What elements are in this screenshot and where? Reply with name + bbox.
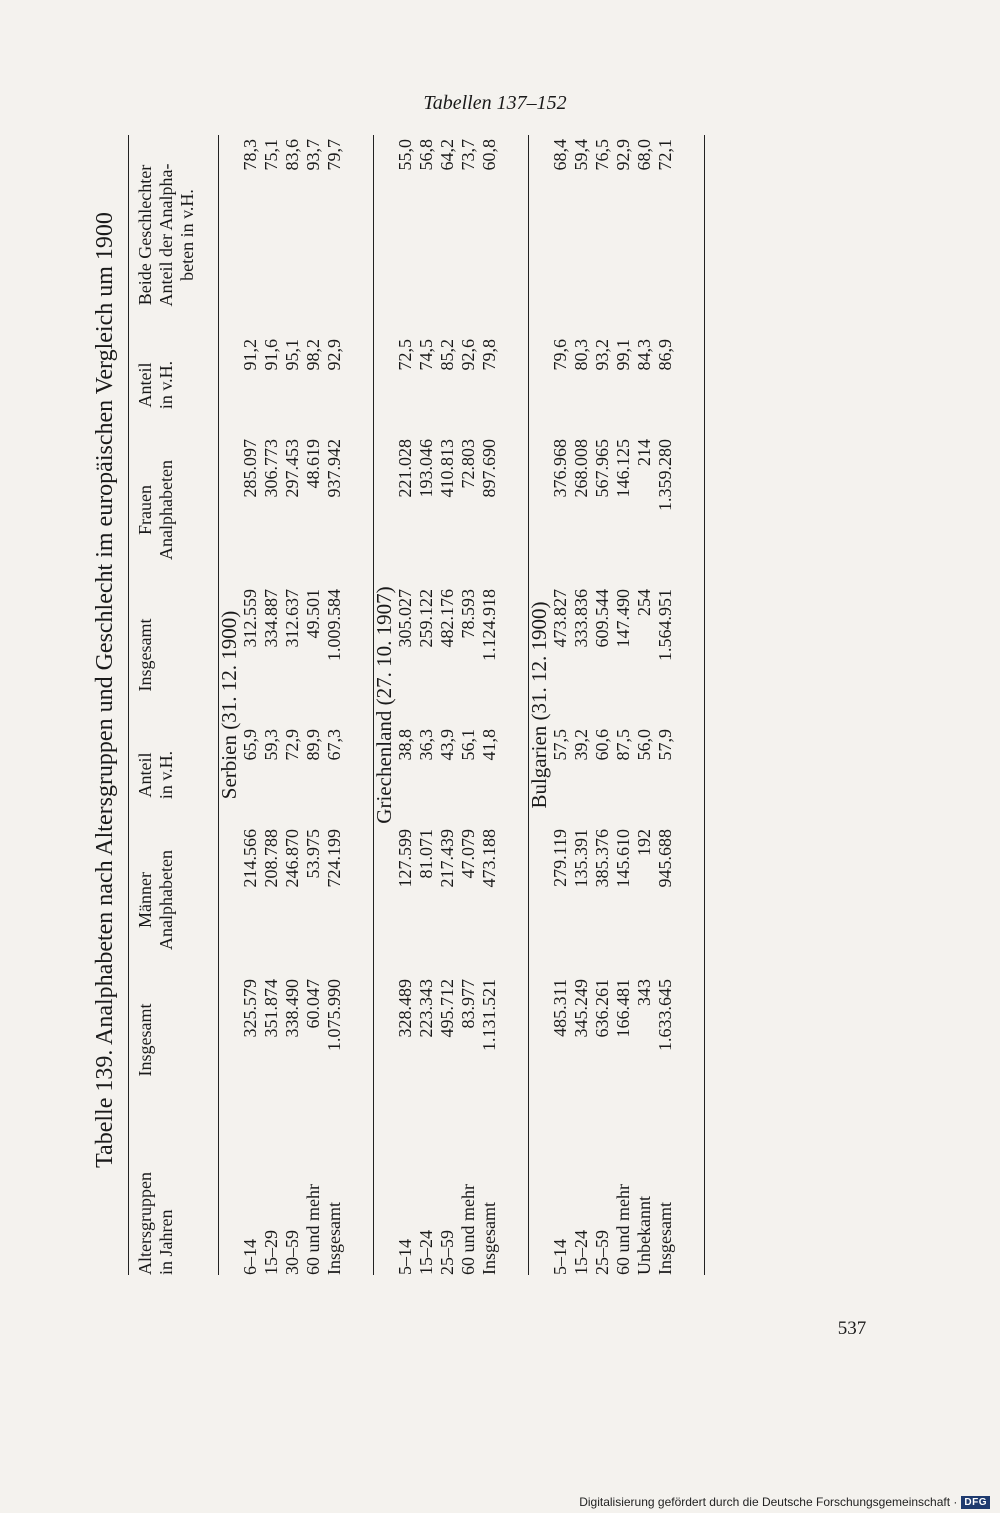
page-number: 537 — [837, 1318, 867, 1339]
table-cell: 279.119 — [550, 829, 570, 887]
table-cell: 47.079 — [458, 829, 478, 879]
table-row — [634, 135, 655, 1275]
table-row — [458, 135, 479, 1275]
table-cell: 48.619 — [303, 439, 323, 489]
table-cell: 636.261 — [592, 979, 612, 1038]
table-row — [571, 135, 592, 1275]
table-cell: 93,7 — [303, 139, 323, 171]
table-cell: 65,9 — [240, 729, 260, 761]
table-cell: 72.803 — [458, 439, 478, 489]
row-label: 15–24 — [416, 1230, 436, 1275]
table-cell: 99,1 — [613, 339, 633, 371]
table-row — [282, 135, 303, 1275]
row-label: 60 und mehr — [458, 1184, 478, 1275]
table-cell: 79,6 — [550, 339, 570, 371]
table-cell: 333.836 — [571, 589, 591, 648]
table-cell: 56,0 — [634, 729, 654, 761]
table-cell: 92,6 — [458, 339, 478, 371]
table-cell: 214 — [634, 439, 654, 466]
row-label: 25–59 — [592, 1230, 612, 1275]
table-cell: 79,7 — [324, 139, 344, 171]
table-cell: 145.610 — [613, 829, 633, 888]
table-cell: 83.977 — [458, 979, 478, 1029]
table-cell: 49.501 — [303, 589, 323, 639]
data-table — [128, 135, 705, 1275]
table-cell: 57,5 — [550, 729, 570, 761]
table-cell: 95,1 — [282, 339, 302, 371]
table-row — [437, 135, 458, 1275]
table-cell: 945.688 — [655, 829, 675, 888]
table-cell: 495.712 — [437, 979, 457, 1038]
table-cell: 325.579 — [240, 979, 260, 1038]
section-header-row — [219, 135, 241, 1275]
table-cell: 343 — [634, 979, 654, 1006]
table-cell: 567.965 — [592, 439, 612, 498]
table-cell: 376.968 — [550, 439, 570, 498]
table-cell: 897.690 — [479, 439, 499, 498]
table-cell: 259.122 — [416, 589, 436, 648]
table-cell: 78,3 — [240, 139, 260, 171]
running-header: Tabellen 137–152 — [423, 92, 567, 114]
section-title: Bulgarien (31. 12. 1900) — [527, 601, 551, 809]
table-row — [324, 135, 345, 1275]
section-divider — [345, 135, 374, 1275]
table-cell: 1.564.951 — [655, 589, 675, 661]
table-cell: 166.481 — [613, 979, 633, 1038]
table-row — [261, 135, 282, 1275]
table-cell: 91,6 — [261, 339, 281, 371]
table-cell: 328.489 — [395, 979, 415, 1038]
table-cell: 67,3 — [324, 729, 344, 761]
row-label: 5–14 — [395, 1239, 415, 1275]
header-male-total: Insgesamt — [135, 1003, 155, 1077]
table-cell: 80,3 — [571, 339, 591, 371]
header-female-share: Anteil in v.H. — [135, 360, 176, 410]
table-cell: 1.633.645 — [655, 979, 675, 1051]
table-cell: 410.813 — [437, 439, 457, 498]
row-label: 30–59 — [282, 1230, 302, 1275]
header-male-share: Anteil in v.H. — [135, 750, 176, 800]
table-cell: 724.199 — [324, 829, 344, 888]
table-cell: 1.131.521 — [479, 979, 499, 1051]
table-cell: 338.490 — [282, 979, 302, 1038]
table-cell: 146.125 — [613, 439, 633, 498]
table-cell: 60,6 — [592, 729, 612, 761]
table-cell: 64,2 — [437, 139, 457, 171]
table-cell: 221.028 — [395, 439, 415, 498]
table-cell: 53.975 — [303, 829, 323, 879]
table-cell: 92,9 — [613, 139, 633, 171]
table-cell: 57,9 — [655, 729, 675, 761]
table-cell: 56,8 — [416, 139, 436, 171]
table-cell: 38,8 — [395, 729, 415, 761]
table-cell: 285.097 — [240, 439, 260, 498]
table-cell: 39,2 — [571, 729, 591, 761]
row-label: 15–29 — [261, 1230, 281, 1275]
table-row — [303, 135, 324, 1275]
table-cell: 482.176 — [437, 589, 457, 648]
table-row — [592, 135, 613, 1275]
table-cell: 192 — [634, 829, 654, 856]
table-cell: 60.047 — [303, 979, 323, 1029]
table-cell: 59,3 — [261, 729, 281, 761]
table-cell: 72,9 — [282, 729, 302, 761]
table-cell: 312.637 — [282, 589, 302, 648]
table-body — [219, 135, 705, 1275]
table-cell: 609.544 — [592, 589, 612, 648]
table-cell: 84,3 — [634, 339, 654, 371]
table-cell: 246.870 — [282, 829, 302, 888]
table-row — [479, 135, 500, 1275]
table-cell: 76,5 — [592, 139, 612, 171]
table-row — [550, 135, 571, 1275]
header-female-illiterate: Frauen Analphabeten — [135, 460, 176, 560]
section-divider — [676, 135, 705, 1275]
table-cell: 36,3 — [416, 729, 436, 761]
table-cell: 73,7 — [458, 139, 478, 171]
table-cell: 127.599 — [395, 829, 415, 888]
table-cell: 217.439 — [437, 829, 457, 888]
table-cell: 93,2 — [592, 339, 612, 371]
section-header-row — [374, 135, 396, 1275]
table-cell: 254 — [634, 589, 654, 616]
dfg-logo: DFG — [961, 1496, 990, 1509]
table-cell: 268.008 — [571, 439, 591, 498]
section-title: Griechenland (27. 10. 1907) — [372, 586, 396, 824]
row-label: Insgesamt — [655, 1202, 675, 1275]
table-cell: 147.490 — [613, 589, 633, 648]
table-cell: 78.593 — [458, 589, 478, 639]
table-cell: 87,5 — [613, 729, 633, 761]
footer-credit — [579, 1495, 990, 1509]
table-cell: 68,4 — [550, 139, 570, 171]
table-cell: 312.559 — [240, 589, 260, 648]
table-cell: 208.788 — [261, 829, 281, 888]
row-label: 25–59 — [437, 1230, 457, 1275]
section-header-row — [529, 135, 551, 1275]
table-cell: 79,8 — [479, 339, 499, 371]
table-cell: 81.071 — [416, 829, 436, 879]
table-row — [416, 135, 437, 1275]
table-cell: 193.046 — [416, 439, 436, 498]
table-cell: 72,1 — [655, 139, 675, 171]
header-male-illiterate: Männer Analphabeten — [135, 850, 176, 950]
row-label: 60 und mehr — [613, 1184, 633, 1275]
table-cell: 85,2 — [437, 339, 457, 371]
table-cell: 72,5 — [395, 339, 415, 371]
section-title: Serbien (31. 12. 1900) — [217, 610, 241, 800]
table-cell: 485.311 — [550, 979, 570, 1037]
table-cell: 56,1 — [458, 729, 478, 761]
table-cell: 55,0 — [395, 139, 415, 171]
table-title: Tabelle 139. Analphabeten nach Altersgruppen und Geschlecht im europäischen Vergleich um 1900 — [92, 212, 118, 1168]
header-row — [129, 135, 219, 1275]
table-cell: 305.027 — [395, 589, 415, 648]
section-divider-line — [500, 135, 529, 1275]
table-cell: 86,9 — [655, 339, 675, 371]
table-cell: 473.188 — [479, 829, 499, 888]
table-cell: 1.359.280 — [655, 439, 675, 511]
table-cell: 214.566 — [240, 829, 260, 888]
row-label: Unbekannt — [634, 1196, 654, 1275]
header-female-total: Insgesamt — [135, 618, 155, 692]
table-cell: 91,2 — [240, 339, 260, 371]
table-cell: 223.343 — [416, 979, 436, 1038]
table-cell: 43,9 — [437, 729, 457, 761]
header-both-share: Beide Geschlechter Anteil der Analpha- beten in v.H. — [135, 163, 197, 307]
table-cell: 1.009.584 — [324, 589, 344, 661]
table-row — [395, 135, 416, 1275]
table-cell: 60,8 — [479, 139, 499, 171]
footer-credit-text: Digitalisierung gefördert durch die Deutsche Forschungsgemeinschaft · — [579, 1495, 958, 1509]
table-cell: 59,4 — [571, 139, 591, 171]
row-label: Insgesamt — [479, 1202, 499, 1275]
table-row — [655, 135, 676, 1275]
row-label: 60 und mehr — [303, 1184, 323, 1275]
table-cell: 89,9 — [303, 729, 323, 761]
table-cell: 83,6 — [282, 139, 302, 171]
row-label: Insgesamt — [324, 1202, 344, 1275]
table-cell: 385.376 — [592, 829, 612, 888]
row-label: 5–14 — [550, 1239, 570, 1275]
table-cell: 306.773 — [261, 439, 281, 498]
table-cell: 41,8 — [479, 729, 499, 761]
table-cell: 98,2 — [303, 339, 323, 371]
section-divider — [500, 135, 529, 1275]
header-age: Altersgruppen in Jahren — [135, 1172, 176, 1275]
table-cell: 74,5 — [416, 339, 436, 371]
table-row — [240, 135, 261, 1275]
table-cell: 297.453 — [282, 439, 302, 498]
table-cell: 473.827 — [550, 589, 570, 648]
table-cell: 351.874 — [261, 979, 281, 1038]
row-label: 15–24 — [571, 1230, 591, 1275]
section-divider-line — [345, 135, 374, 1275]
table-cell: 135.391 — [571, 829, 591, 888]
table-cell: 68,0 — [634, 139, 654, 171]
rotated-table-block — [90, 90, 910, 1290]
table-cell: 334.887 — [261, 589, 281, 648]
table-cell: 1.075.990 — [324, 979, 344, 1051]
table-cell: 345.249 — [571, 979, 591, 1038]
table-cell: 75,1 — [261, 139, 281, 171]
table-row — [613, 135, 634, 1275]
table-cell: 1.124.918 — [479, 589, 499, 661]
row-label: 6–14 — [240, 1239, 260, 1275]
section-divider-line — [676, 135, 705, 1275]
table-cell: 937.942 — [324, 439, 344, 498]
table-cell: 92,9 — [324, 339, 344, 371]
